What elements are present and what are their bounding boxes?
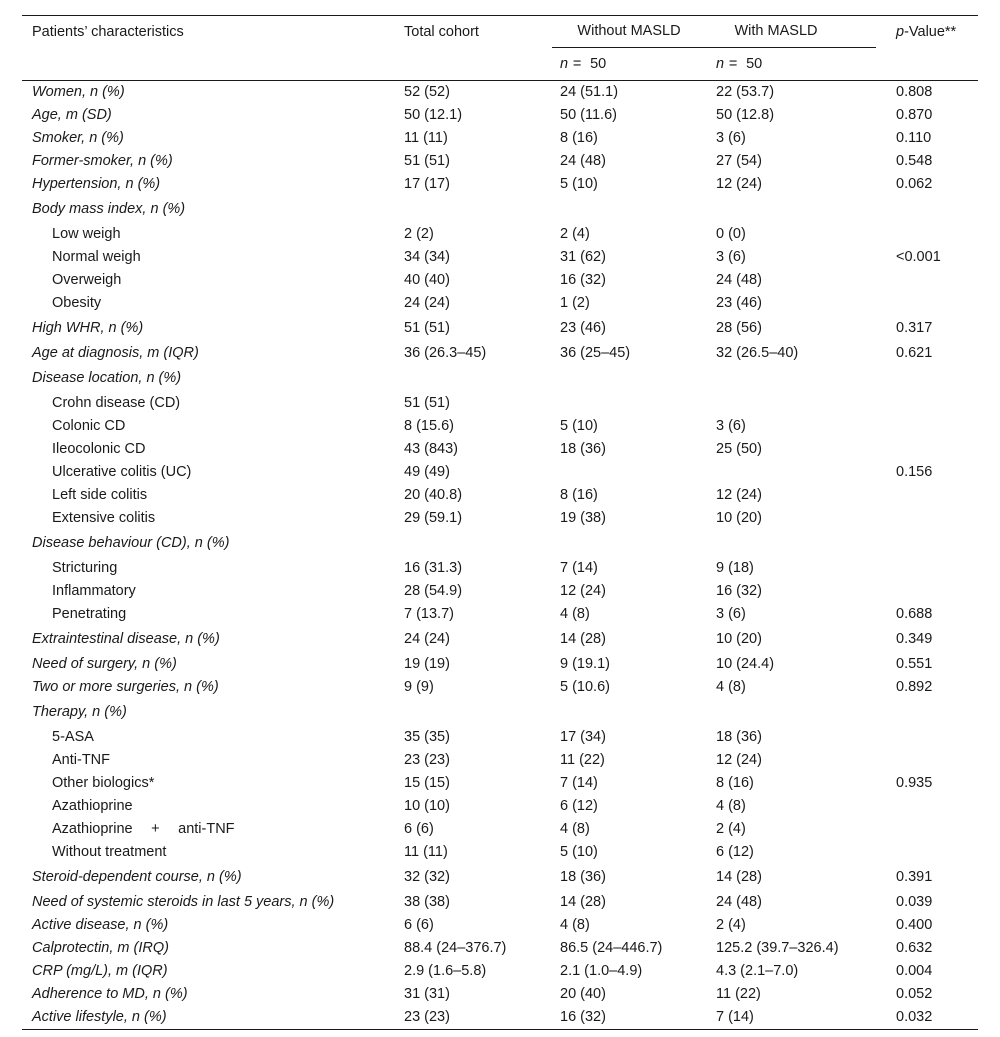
total-cohort-value: 2.9 (1.6–5.8) <box>404 963 487 979</box>
with-masld-value: 27 (54) <box>716 153 762 169</box>
n-value: 50 <box>590 56 607 72</box>
table-row <box>22 580 978 603</box>
row-label: Normal weigh <box>52 249 141 265</box>
with-masld-value: 23 (46) <box>716 295 762 311</box>
table-row <box>22 626 978 653</box>
table-row <box>22 246 978 269</box>
table-row <box>22 269 978 292</box>
without-masld-value: 7 (14) <box>560 560 598 576</box>
p-value <box>886 269 978 292</box>
p-value: 0.400 <box>896 917 933 933</box>
total-cohort-value <box>394 699 550 726</box>
header-characteristics: Patients’ characteristics <box>22 16 394 49</box>
total-cohort-value: 6 (6) <box>404 821 434 837</box>
without-masld-value: 14 (28) <box>560 894 606 910</box>
row-label: Age at diagnosis, m (IQR) <box>32 345 199 361</box>
table-header <box>22 16 978 81</box>
total-cohort-value <box>394 365 550 392</box>
total-cohort-value: 40 (40) <box>404 272 450 288</box>
total-cohort-value: 88.4 (24–376.7) <box>404 940 507 956</box>
with-masld-value: 24 (48) <box>716 894 762 910</box>
row-label: Age, m (SD) <box>32 107 112 123</box>
row-label: Anti-TNF <box>52 752 110 768</box>
without-masld-value: 8 (16) <box>560 487 598 503</box>
total-cohort-value: 23 (23) <box>394 1006 550 1030</box>
total-cohort-value: 10 (10) <box>404 798 450 814</box>
without-masld-value: 5 (10.6) <box>560 679 610 695</box>
with-masld-value: 9 (18) <box>716 560 754 576</box>
p-value: 0.892 <box>896 679 933 695</box>
p-value <box>886 292 978 315</box>
table-row <box>22 960 978 983</box>
without-masld-value: 5 (10) <box>560 844 598 860</box>
p-value: 0.039 <box>896 894 933 910</box>
without-masld-value: 1 (2) <box>560 295 590 311</box>
row-label: Extraintestinal disease, n (%) <box>32 631 220 647</box>
row-label: Need of surgery, n (%) <box>32 656 177 672</box>
p-value: 0.621 <box>896 345 933 361</box>
row-label: Hypertension, n (%) <box>32 176 161 192</box>
without-masld-value <box>550 699 706 726</box>
p-value <box>886 749 978 772</box>
total-cohort-value: 52 (52) <box>404 84 450 100</box>
with-masld-value <box>706 530 886 557</box>
with-masld-value <box>706 392 886 415</box>
without-masld-value: 23 (46) <box>560 320 606 336</box>
with-masld-value <box>706 699 886 726</box>
p-value: 0.870 <box>896 107 933 123</box>
with-masld-value: 3 (6) <box>716 418 746 434</box>
row-label: 5-ASA <box>52 729 94 745</box>
p-value: 0.808 <box>896 84 933 100</box>
row-label: Therapy, n (%) <box>32 704 127 720</box>
table-row <box>22 223 978 246</box>
total-cohort-value: 2 (2) <box>404 226 434 242</box>
total-cohort-value: 11 (11) <box>404 844 448 860</box>
table-row <box>22 127 978 150</box>
with-masld-value: 50 (12.8) <box>716 107 775 123</box>
table-row <box>22 365 978 392</box>
with-masld-value: 8 (16) <box>716 775 754 791</box>
p-value <box>886 818 978 841</box>
table-row <box>22 150 978 173</box>
with-masld-value <box>706 461 886 484</box>
with-masld-value: 6 (12) <box>716 844 754 860</box>
row-label: Ulcerative colitis (UC) <box>52 464 192 480</box>
total-cohort-value: 51 (51) <box>404 320 450 336</box>
table-row <box>22 292 978 315</box>
with-masld-value: 7 (14) <box>706 1006 886 1030</box>
table-row <box>22 507 978 530</box>
total-cohort-value: 23 (23) <box>404 752 450 768</box>
total-cohort-value: 19 (19) <box>404 656 450 672</box>
total-cohort-value: 7 (13.7) <box>404 606 454 622</box>
total-cohort-value: 15 (15) <box>404 775 450 791</box>
header-p-letter: p <box>896 24 905 40</box>
p-value: 0.156 <box>896 464 933 480</box>
without-masld-value <box>550 196 706 223</box>
table-row <box>22 891 978 914</box>
total-cohort-value: 17 (17) <box>404 176 450 192</box>
row-label: Low weigh <box>52 226 121 242</box>
p-value <box>886 507 978 530</box>
total-cohort-value: 34 (34) <box>404 249 450 265</box>
table-row <box>22 557 978 580</box>
total-cohort-value: 16 (31.3) <box>404 560 463 576</box>
row-label: Ileocolonic CD <box>52 441 146 457</box>
without-masld-value <box>550 392 706 415</box>
row-label: Active lifestyle, n (%) <box>22 1006 394 1030</box>
without-masld-value: 19 (38) <box>560 510 606 526</box>
p-value <box>886 726 978 749</box>
p-value: 0.688 <box>896 606 933 622</box>
row-label: Stricturing <box>52 560 118 576</box>
total-cohort-value: 38 (38) <box>404 894 450 910</box>
table-row <box>22 530 978 557</box>
header-p-suffix: -Value** <box>904 24 957 40</box>
header-n-without <box>550 48 706 81</box>
with-masld-value: 3 (6) <box>716 249 746 265</box>
without-masld-value: 4 (8) <box>560 606 590 622</box>
total-cohort-value: 11 (11) <box>404 130 448 146</box>
table-row <box>22 1006 978 1030</box>
without-masld-value: 20 (40) <box>560 986 606 1002</box>
without-masld-value: 31 (62) <box>560 249 606 265</box>
table-row <box>22 392 978 415</box>
p-value: 0.391 <box>896 869 933 885</box>
with-masld-value: 10 (20) <box>716 510 762 526</box>
n-label: n <box>560 56 569 72</box>
total-cohort-value <box>394 530 550 557</box>
total-cohort-value: 43 (843) <box>404 441 459 457</box>
row-label: Body mass index, n (%) <box>32 201 186 217</box>
total-cohort-value: 35 (35) <box>404 729 450 745</box>
p-value: 0.032 <box>886 1006 978 1030</box>
header-without-masld: Without MASLD <box>577 23 681 39</box>
n-value: 50 <box>746 56 763 72</box>
total-cohort-value: 24 (24) <box>404 631 450 647</box>
table-row <box>22 699 978 726</box>
table-row <box>22 315 978 342</box>
row-label: Left side colitis <box>52 487 148 503</box>
total-cohort-value: 31 (31) <box>404 986 450 1002</box>
row-label: Former-smoker, n (%) <box>32 153 173 169</box>
without-masld-value: 24 (48) <box>560 153 606 169</box>
with-masld-value: 32 (26.5–40) <box>716 345 799 361</box>
with-masld-value: 25 (50) <box>716 441 762 457</box>
p-value <box>886 365 978 392</box>
p-value: 0.110 <box>896 130 932 146</box>
total-cohort-value: 8 (15.6) <box>404 418 454 434</box>
p-value <box>886 484 978 507</box>
table-row <box>22 415 978 438</box>
table-row <box>22 438 978 461</box>
without-masld-value: 17 (34) <box>560 729 606 745</box>
p-value <box>886 392 978 415</box>
n-equals: = <box>572 56 582 72</box>
row-label: Steroid-dependent course, n (%) <box>32 869 242 885</box>
table-row <box>22 603 978 626</box>
table-row <box>22 818 978 841</box>
table-row <box>22 653 978 676</box>
total-cohort-value: 29 (59.1) <box>404 510 463 526</box>
without-masld-value: 2 (4) <box>560 226 590 242</box>
p-value: <0.001 <box>896 249 941 265</box>
table-row <box>22 749 978 772</box>
with-masld-value: 4 (8) <box>716 798 746 814</box>
with-masld-value: 28 (56) <box>716 320 762 336</box>
p-value <box>886 841 978 864</box>
total-cohort-value: 20 (40.8) <box>404 487 463 503</box>
without-masld-value: 12 (24) <box>560 583 606 599</box>
header-masld-group <box>550 16 886 49</box>
header-with-masld: With MASLD <box>734 23 818 39</box>
table-row <box>22 937 978 960</box>
row-label: Penetrating <box>52 606 127 622</box>
p-value <box>886 557 978 580</box>
row-label: Women, n (%) <box>32 84 125 100</box>
without-masld-value: 9 (19.1) <box>560 656 610 672</box>
with-masld-value: 18 (36) <box>716 729 762 745</box>
row-label: Need of systemic steroids in last 5 years, n (%) <box>32 894 335 910</box>
without-masld-value: 6 (12) <box>560 798 598 814</box>
with-masld-value: 10 (24.4) <box>716 656 775 672</box>
without-masld-value: 50 (11.6) <box>560 107 617 123</box>
p-value <box>886 223 978 246</box>
with-masld-value: 125.2 (39.7–326.4) <box>716 940 839 956</box>
total-cohort-value: 50 (12.1) <box>404 107 463 123</box>
p-value <box>886 580 978 603</box>
with-masld-value: 0 (0) <box>716 226 746 242</box>
table-row <box>22 173 978 196</box>
row-label: Without treatment <box>52 844 167 860</box>
header-n-with <box>706 48 886 81</box>
without-masld-value: 16 (32) <box>560 272 606 288</box>
table-row <box>22 81 978 105</box>
without-masld-value: 5 (10) <box>560 176 598 192</box>
header-p-value <box>886 16 978 49</box>
without-masld-value: 8 (16) <box>560 130 598 146</box>
table-row <box>22 841 978 864</box>
without-masld-value: 4 (8) <box>560 917 590 933</box>
p-value <box>886 795 978 818</box>
header-total-cohort: Total cohort <box>394 16 550 49</box>
table-row <box>22 726 978 749</box>
with-masld-value: 10 (20) <box>716 631 762 647</box>
without-masld-value: 18 (36) <box>560 441 606 457</box>
with-masld-value: 16 (32) <box>716 583 762 599</box>
row-label: Two or more surgeries, n (%) <box>32 679 219 695</box>
total-cohort-value: 49 (49) <box>404 464 450 480</box>
without-masld-value: 14 (28) <box>560 631 606 647</box>
row-label: CRP (mg/L), m (IQR) <box>32 963 168 979</box>
p-value <box>886 699 978 726</box>
p-value: 0.349 <box>896 631 933 647</box>
without-masld-value <box>550 530 706 557</box>
row-label: High WHR, n (%) <box>32 320 144 336</box>
with-masld-value <box>706 196 886 223</box>
row-label: Adherence to MD, n (%) <box>32 986 188 1002</box>
total-cohort-value: 51 (51) <box>404 153 450 169</box>
table-body <box>22 81 978 1030</box>
without-masld-value: 11 (22) <box>560 752 605 768</box>
with-masld-value <box>706 365 886 392</box>
with-masld-value: 4 (8) <box>716 679 746 695</box>
row-label: Colonic CD <box>52 418 126 434</box>
patient-characteristics-table <box>22 15 978 1030</box>
without-masld-value: 2.1 (1.0–4.9) <box>560 963 643 979</box>
characteristics-table-container <box>22 15 978 1030</box>
total-cohort-value: 9 (9) <box>404 679 434 695</box>
row-label: Azathioprine <box>52 798 133 814</box>
without-masld-value: 5 (10) <box>560 418 598 434</box>
row-label: Disease behaviour (CD), n (%) <box>32 535 230 551</box>
row-label: Inflammatory <box>52 583 136 599</box>
total-cohort-value: 36 (26.3–45) <box>404 345 487 361</box>
with-masld-value: 2 (4) <box>716 917 746 933</box>
table-row <box>22 864 978 891</box>
table-row <box>22 461 978 484</box>
table-row <box>22 342 978 365</box>
with-masld-value: 12 (24) <box>716 176 762 192</box>
p-value <box>886 438 978 461</box>
with-masld-value: 12 (24) <box>716 752 762 768</box>
row-label: Disease location, n (%) <box>32 370 182 386</box>
without-masld-value <box>550 461 706 484</box>
with-masld-value: 3 (6) <box>716 130 746 146</box>
p-value: 0.551 <box>896 656 933 672</box>
p-value: 0.935 <box>896 775 933 791</box>
with-masld-value: 12 (24) <box>716 487 762 503</box>
n-equals: = <box>728 56 738 72</box>
without-masld-value: 18 (36) <box>560 869 606 885</box>
p-value: 0.004 <box>896 963 933 979</box>
total-cohort-value: 28 (54.9) <box>404 583 463 599</box>
row-label: Smoker, n (%) <box>32 130 124 146</box>
table-row <box>22 795 978 818</box>
p-value <box>886 530 978 557</box>
row-label: Obesity <box>52 295 102 311</box>
with-masld-value: 24 (48) <box>716 272 762 288</box>
p-value: 0.062 <box>896 176 933 192</box>
without-masld-value: 36 (25–45) <box>560 345 631 361</box>
row-label: Extensive colitis <box>52 510 156 526</box>
with-masld-value: 22 (53.7) <box>716 84 775 100</box>
table-row <box>22 914 978 937</box>
p-value <box>886 415 978 438</box>
p-value: 0.632 <box>896 940 933 956</box>
table-row <box>22 484 978 507</box>
without-masld-value: 86.5 (24–446.7) <box>560 940 663 956</box>
table-row <box>22 196 978 223</box>
table-row <box>22 772 978 795</box>
total-cohort-value: 32 (32) <box>404 869 450 885</box>
row-label: Azathioprine + anti-TNF <box>52 821 235 837</box>
with-masld-value: 4.3 (2.1–7.0) <box>716 963 799 979</box>
row-label: Overweigh <box>52 272 122 288</box>
without-masld-value: 4 (8) <box>560 821 590 837</box>
table-row <box>22 676 978 699</box>
without-masld-value: 7 (14) <box>560 775 598 791</box>
without-masld-value <box>550 365 706 392</box>
total-cohort-value: 51 (51) <box>404 395 450 411</box>
with-masld-value: 2 (4) <box>716 821 746 837</box>
row-label: Active disease, n (%) <box>32 917 169 933</box>
row-label: Other biologics* <box>52 775 155 791</box>
table-row <box>22 983 978 1006</box>
row-label: Calprotectin, m (IRQ) <box>32 940 169 956</box>
total-cohort-value: 24 (24) <box>404 295 450 311</box>
total-cohort-value <box>394 196 550 223</box>
p-value: 0.548 <box>896 153 933 169</box>
without-masld-value: 24 (51.1) <box>560 84 619 100</box>
table-row <box>22 104 978 127</box>
p-value <box>886 196 978 223</box>
with-masld-value: 14 (28) <box>716 869 762 885</box>
with-masld-value: 3 (6) <box>716 606 746 622</box>
p-value: 0.317 <box>896 320 933 336</box>
total-cohort-value: 6 (6) <box>404 917 434 933</box>
n-label: n <box>716 56 725 72</box>
without-masld-value: 16 (32) <box>550 1006 706 1030</box>
with-masld-value: 11 (22) <box>716 986 761 1002</box>
p-value: 0.052 <box>896 986 933 1002</box>
row-label: Crohn disease (CD) <box>52 395 181 411</box>
